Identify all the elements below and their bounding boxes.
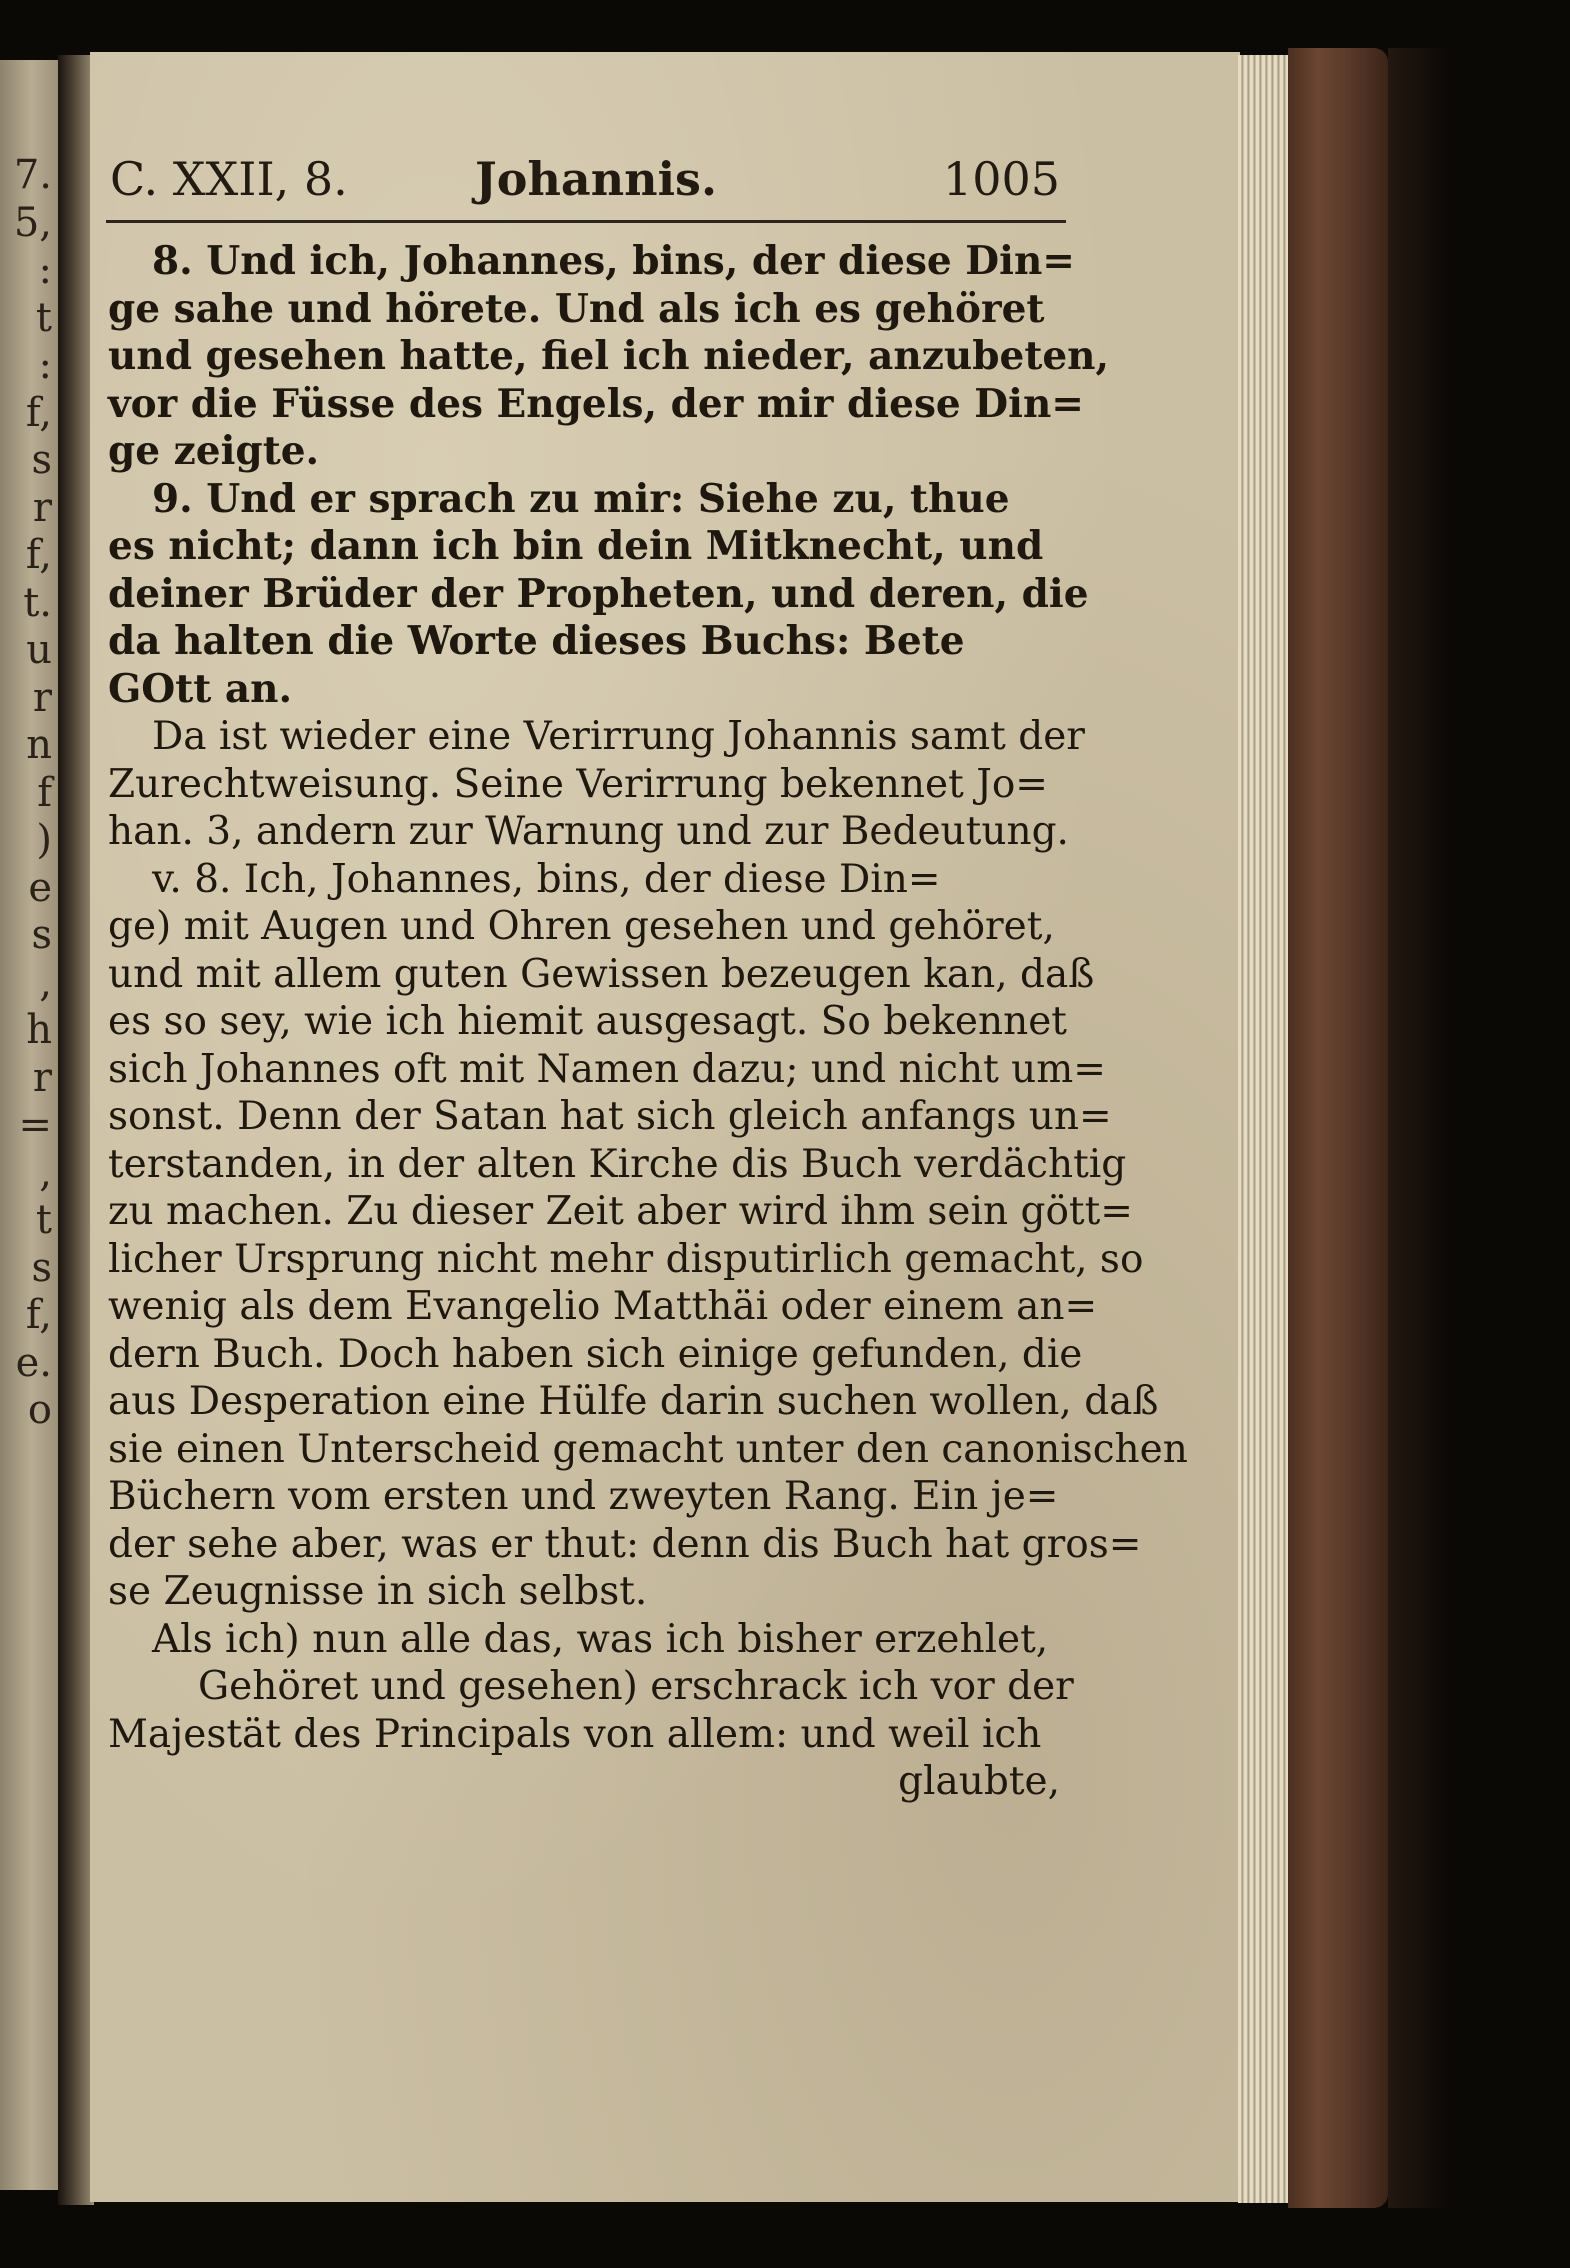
text-line: Da ist wieder eine Verirrung Johannis samt der (152, 714, 1085, 759)
text-line: und gesehen hatte, fiel ich nieder, anzubeten, (108, 333, 1110, 379)
text-line: GOtt an. (108, 665, 293, 712)
text-line: und mit allem guten Gewissen bezeugen kan, daß (108, 951, 1095, 997)
left-page-fragment: : (38, 342, 52, 388)
leather-cover (1288, 48, 1388, 2208)
text-line: sich Johannes oft mit Namen dazu; und nicht um= (108, 1046, 1106, 1092)
left-page-fragment: 7. (13, 152, 52, 198)
left-page-fragment: ) (36, 817, 52, 863)
text-line: zu machen. Zu dieser Zeit aber wird ihm sein gött= (108, 1189, 1133, 1234)
left-page-fragment: 5, (13, 199, 52, 246)
left-page-fragment: s (31, 912, 52, 958)
left-page-fragment: t. (23, 579, 52, 626)
left-page-fragment: f, (25, 1292, 52, 1338)
catchword: glaubte, (898, 1759, 1060, 1804)
text-line: vor die Füsse des Engels, der mir diese Din= (108, 380, 1084, 427)
text-line: terstanden, in der alten Kirche dis Buch verdächtig (108, 1141, 1127, 1187)
text-line: dern Buch. Doch haben sich einige gefunden, die (108, 1331, 1083, 1377)
text-line: es nicht; dann ich bin dein Mitknecht, und (108, 523, 1044, 569)
chapter-reference: C. XXII, 8. (110, 152, 348, 206)
text-line: ge zeigte. (108, 428, 320, 474)
text-line: der sehe aber, was er thut: denn dis Buch hat gros= (108, 1521, 1142, 1567)
text-line: ge sahe und hörete. Und als ich es gehöret (108, 285, 1045, 332)
text-line: da halten die Worte dieses Buchs: Bete (108, 618, 965, 664)
left-page-fragment: n (26, 722, 52, 768)
left-page-fragment: f, (25, 389, 52, 436)
left-page-fragment: : (38, 247, 52, 293)
left-page-fragment: f, (25, 532, 52, 578)
left-page-fragment: r (32, 484, 52, 531)
header-rule (106, 220, 1066, 223)
left-page-fragment: s (31, 437, 52, 483)
left-page-fragment: f (37, 769, 52, 816)
running-title: Johannis. (475, 152, 717, 206)
text-line: sie einen Unterscheid gemacht unter den canonischen (108, 1426, 1188, 1472)
text-line: deiner Brüder der Propheten, und deren, die (108, 570, 1089, 617)
page-edges (1238, 55, 1290, 2203)
left-page-fragment: u (26, 627, 52, 673)
text-line: aus Desperation eine Hülfe darin suchen wollen, daß (108, 1379, 1159, 1424)
left-page-fragment: r (32, 674, 52, 721)
body-text (108, 238, 1188, 1806)
text-line: es so sey, wie ich hiemit ausgesagt. So bekennet (108, 999, 1067, 1044)
left-page-fragment: e (28, 864, 52, 911)
left-page-fragment: s (31, 1244, 52, 1291)
left-page-fragment: h (26, 1007, 52, 1053)
left-page-fragment: t (35, 294, 52, 341)
book-gutter (58, 55, 94, 2205)
left-page-edge (0, 60, 58, 2190)
text-line: wenig als dem Evangelio Matthäi oder einem an= (108, 1284, 1098, 1329)
text-line: Büchern vom ersten und zweyten Rang. Ein je= (108, 1474, 1059, 1519)
text-line: ge) mit Augen und Ohren gesehen und gehöret, (108, 904, 1055, 949)
text-line: Majestät des Principals von allem: und weil ich (108, 1711, 1042, 1757)
text-line: sonst. Denn der Satan hat sich gleich anfangs un= (108, 1094, 1112, 1139)
left-page-fragment: = (18, 1102, 52, 1148)
text-line: Als ich) nun alle das, was ich bisher erzehlet, (152, 1616, 1049, 1662)
running-header (110, 152, 1060, 218)
text-line: Zurechtweisung. Seine Verirrung bekennet Jo= (108, 761, 1048, 807)
left-page-fragment: r (32, 1054, 52, 1101)
text-line: se Zeugnisse in sich selbst. (108, 1569, 648, 1614)
text-line: licher Ursprung nicht mehr disputirlich gemacht, so (108, 1236, 1144, 1282)
left-page-fragment: o (27, 1387, 52, 1433)
page-number: 1005 (942, 152, 1060, 206)
text-line: Gehöret und gesehen) erschrack ich vor der (198, 1664, 1074, 1709)
left-page-fragment: e. (15, 1339, 52, 1386)
text-line: v. 8. Ich, Johannes, bins, der diese Din= (152, 856, 941, 902)
cover-shadow (1388, 48, 1448, 2208)
left-page-fragment: , (39, 959, 52, 1006)
text-line: 8. Und ich, Johannes, bins, der diese Din= (152, 238, 1075, 284)
left-page-fragment: t (35, 1197, 52, 1243)
text-line: han. 3, andern zur Warnung und zur Bedeutung. (108, 809, 1069, 854)
left-page-fragment: , (39, 1149, 52, 1196)
text-line: 9. Und er sprach zu mir: Siehe zu, thue (152, 475, 1010, 522)
